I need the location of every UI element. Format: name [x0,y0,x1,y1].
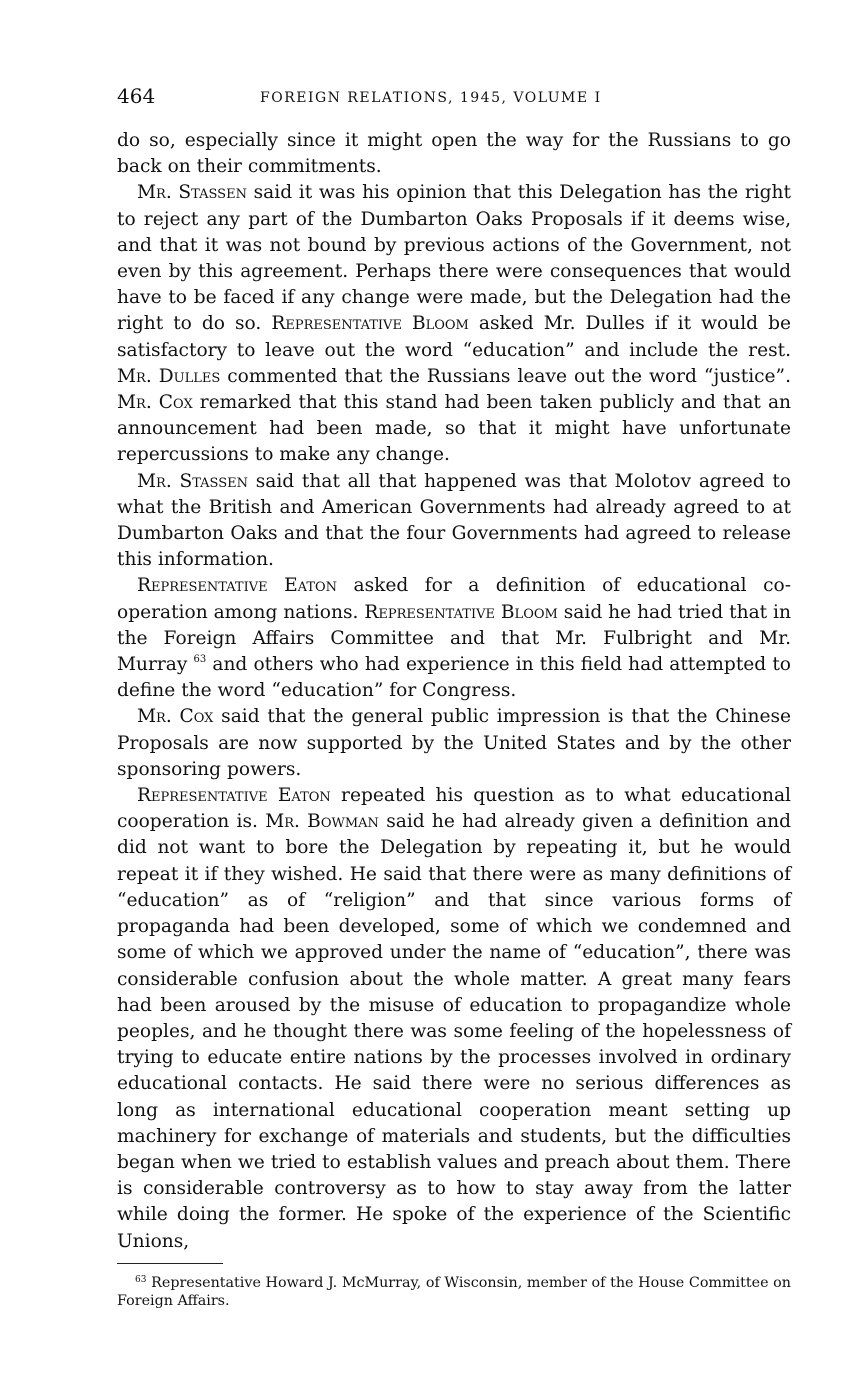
paragraph-text: repeated his question as to what educational cooperation is. [117,785,791,833]
paragraph-text: said it was his opinion that this Delegation has the right to reject any part of the Dumbarton Oaks Proposals if it deems wise, and that it was not bound by previous actions of the Government, not even by this agreement. Perhaps there were consequences that would have to be faced if any change were made, but the Delegation had the right to do so. [117,182,792,335]
paragraph-text: said he had already given a definition and did not want to bore the Delegation by repeating it, but he would repeat it if they wished. He said that there were as many definitions of “education” as of “religion” and that since various forms of propaganda had been developed, some of which we condemned and some of which we approved under the name of “education”, there was considerable confusion about the whole matter. A great many fears had been aroused by the misuse of education to propagandize whole peoples, and he thought there was some feeling of the hopelessness of trying to educate entire nations by the processes involved in ordinary educational contacts. He said there were no serious differences as long as international educational cooperation meant setting up machinery for exchange of materials and students, but the difficulties began when we tried to establish values and preach about them. There is considerable controversy as to how to stay away from the latter while doing the former. He spoke of the experience of the Scientific Unions, [117,811,791,1252]
paragraph-text: asked for a definition of educational co-operation among nations. [117,575,791,623]
page-number: 464 [117,84,156,108]
footnote-reference: 63 [193,654,207,666]
paragraph-continuation: do so, especially since it might open the way for the Russians to go back on their commitments. [117,130,791,178]
paragraph-cox-impression [117,704,791,783]
paragraph-text: remarked that this stand had been taken publicly and that an announcement had been made, so that it might have unfortunate repercussions to make any change. [117,392,791,466]
paragraph-text: and others who had experience in this field had attempted to define the word “education” for Congress. [117,654,791,702]
running-header [117,84,791,118]
speaker-name: Representative Bloom [271,313,469,335]
running-title: FOREIGN RELATIONS, 1945, VOLUME I [260,90,602,106]
paragraph-text: said he had tried that in the Foreign Affairs Committee and that Mr. Fulbright and Mr. Murray [117,601,791,676]
speaker-name: Mr. Bowman [265,811,379,833]
paragraph-text: said that all that happened was that Molotov agreed to what the British and American Governments had already agreed to at Dumbarton Oaks and that the four Governments had agreed to release this information. [117,470,791,571]
paragraph-text: said that the general public impression is that the Chinese Proposals are now supported by the United States and by the other sponsoring powers. [117,706,791,780]
document-page [117,84,791,1324]
footnote-divider [117,1263,223,1264]
footnote [117,1274,791,1310]
speaker-name: Mr. Stassen [137,182,247,204]
speaker-name: Mr. Cox [117,392,193,414]
paragraph-eaton-definition [117,573,791,704]
footnote-text: Representative Howard J. McMurray, of Wisconsin, member of the House Committee on Foreign Affairs. [117,1274,791,1309]
speaker-name: Mr. Cox [137,706,214,728]
paragraph-text: asked Mr. Dulles if it would be satisfactory to leave out the word “education” and include the rest. [117,313,791,361]
speaker-name: Mr. Stassen [137,470,248,492]
paragraph-text: commented that the Russians leave out the word “justice”. [220,365,791,387]
footnote-mark: 63 [135,1274,147,1285]
speaker-name: Mr. Dulles [117,365,221,387]
body-text [117,128,791,1255]
paragraph-stassen-opinion [117,180,791,468]
paragraph-eaton-bowman [117,783,791,1255]
paragraph-stassen-molotov [117,469,791,574]
speaker-name: Representative Eaton [137,575,338,597]
speaker-name: Representative Bloom [364,601,558,623]
speaker-name: Representative Eaton [137,785,331,807]
